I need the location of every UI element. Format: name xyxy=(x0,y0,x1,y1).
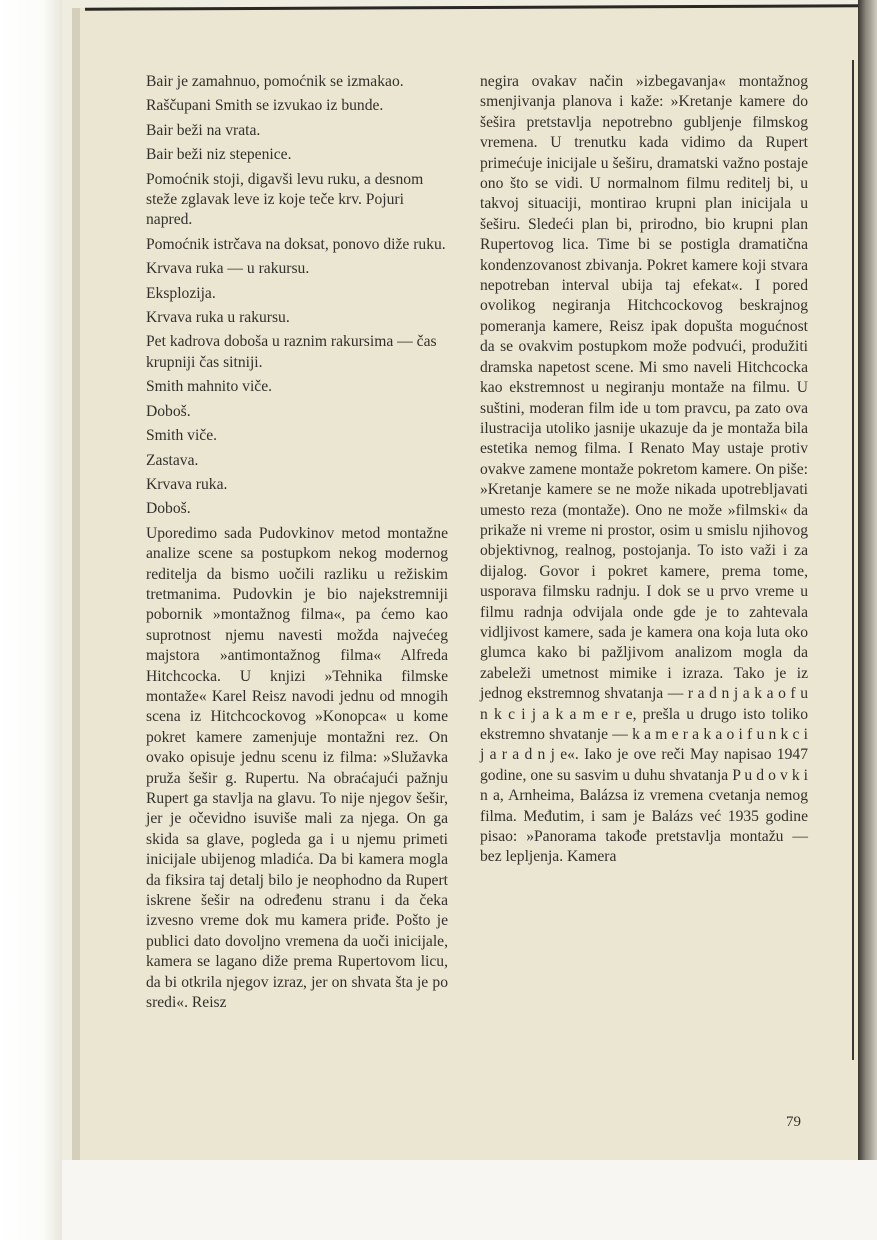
book-spine-edge xyxy=(858,0,877,1160)
text-line: Doboš. xyxy=(146,402,191,420)
body-paragraph: negira ovakav način »izbegavanja« montažnog smenjivanja planova i kaže: »Kretanje kamere do šešira pretstavlja nepotrebno gubljenje filmskog vremena. U trenutku kada vidimo da Rupert primećuje inicijale u šeširu, dramatski važno postaje ono što se vidi. U normalnom filmu reditelj bi, u takvoj situaciji, montirao krupni plan inicijala u šeširu. Sledeći plan bi, prirodno, bio krupni plan Rupertovog lica. Time bi se postigla dramatična kondenzovanost zbivanja. Pokret kamere koji stvara nepotreban interval ubija taj efekat«. I pored ovolikog negiranja Hitchcockovog beskrajnog pomeranja kamere, Reisz ipak dopušta mogućnost da se ovakvim postupkom može podvući, produžiti dramska napetost scene. Mi smo naveli Hitchcocka kao ekstremnost u negiranju montaže na filmu. U suštini, moderan film ide u tom pravcu, pa zato ova ilustracija utoliko jasnije ukazuje da je montaža bila estetika nemog filma. I Renato May ustaje protiv ovakve zamene montaže pokretom kamere. On piše: »Kretanje kamere se ne može nikada upotrebljavati umesto reza (montaže). Ono ne može »filmski« da prikaže ni vreme ni prostor, osim u smislu njihovog objektivnog, realnog, postojanja. To isto važi i za dijalog. Govor i pokret kamere, prema tome, usporava filmsku radnju. I dok se u prvo vreme u filmu radnja odvijala onde gde je to zahtevala vidljivost kamere, sada je kamera ona koja luta oko glumca kako bi pažljivom analizom mogla da zabeleži umetnost mimike i izraza. Tako je iz jednog ekstremnog shvatanja — r a d n j a k a o f u n k c i j a k a m e r e, prešla u drugo isto toliko ekstremno shvatanje — k a m e r a k a o i f u n k c i j a r a d n j e«. Iako je ove reči May napisao 1947 godine, one su sasvim u duhu shvatanja P u d o v k i n a, Arnheima, Balázsa iz vremena cvetanja nemog filma. Međutim, i sam je Balázs već 1935 godine pisao: »Panorama takođe pretstavlja montažu — bez lepljenja. Kamera xyxy=(480,73,808,866)
right-text-column xyxy=(480,72,808,868)
text-line: Pomoćnik istrčava na doksat, ponovo diže ruku. xyxy=(146,235,446,253)
text-line: Eksplozija. xyxy=(146,284,216,302)
body-paragraph: Uporedimo sada Pudovkinov metod montažne analize scene sa postupkom nekog modernog reditelja da bismo uočili razliku u režiskim tretmanima. Pudovkin je bio najekstremniji pobornik »montažnog filma«, pa ćemo kao suprotnost njemu navesti možda najvećeg majstora »antimontažnog filma« Alfreda Hitchcocka. U knjizi »Tehnika filmske montaže« Karel Reisz navodi jednu od mnogih scena iz Hitchcockovog »Konopca« u kome pokret kamere zamenjuje montažni rez. On ovako opisuje jednu scenu iz filma: »Služavka pruža šešir g. Rupertu. Na obraćajući pažnju Rupert ga stavlja na glavu. To nije njegov šešir, jer je očevidno isuviše mali za njega. On ga skida sa glave, pogleda ga i u njemu primeti inicijale ubijenog mladića. Da bi kamera mogla da fiksira taj detalj bilo je neophodno da Rupert iskrene šešir na određenu stranu i da čeka izvesno vreme dok mu kamera priđe. Pošto je publici dato dovoljno vremena da uoči inicijale, kamera se lagano diže prema Rupertovom licu, da bi otkrila njegov izraz, jer on shvata šta je po sredi«. Reisz xyxy=(146,524,448,1012)
text-line: Krvava ruka — u rakursu. xyxy=(146,260,310,278)
text-line: Pomoćnik stoji, digavši levu ruku, a desnom steže zglavak leve iz koje teče krv. Pojuri napred. xyxy=(146,170,424,229)
scan-bottom-margin xyxy=(62,1160,877,1240)
text-line: Zastava. xyxy=(146,451,199,469)
page-right-edge xyxy=(852,60,858,1060)
text-line: Raščupani Smith se izvukao iz bunde. xyxy=(146,97,384,115)
text-line: Bair je zamahnuo, pomoćnik se izmakao. xyxy=(146,73,404,90)
scan-margin xyxy=(0,0,62,1240)
text-line: Krvava ruka u rakursu. xyxy=(146,309,290,327)
text-line: Smith viče. xyxy=(146,427,218,445)
text-line: Pet kadrova dobоša u raznim rakursima — čas krupniji čas sitniji. xyxy=(146,333,437,371)
left-text-column xyxy=(146,72,448,1013)
text-line: Bair beži niz stepenice. xyxy=(146,146,292,164)
text-line: Krvava ruka. xyxy=(146,475,228,493)
text-line: Smith mahnito viče. xyxy=(146,378,273,396)
text-line: Bair beži na vrata. xyxy=(146,121,261,139)
text-line: Doboš. xyxy=(146,500,191,518)
page-number: 79 xyxy=(786,1114,801,1130)
